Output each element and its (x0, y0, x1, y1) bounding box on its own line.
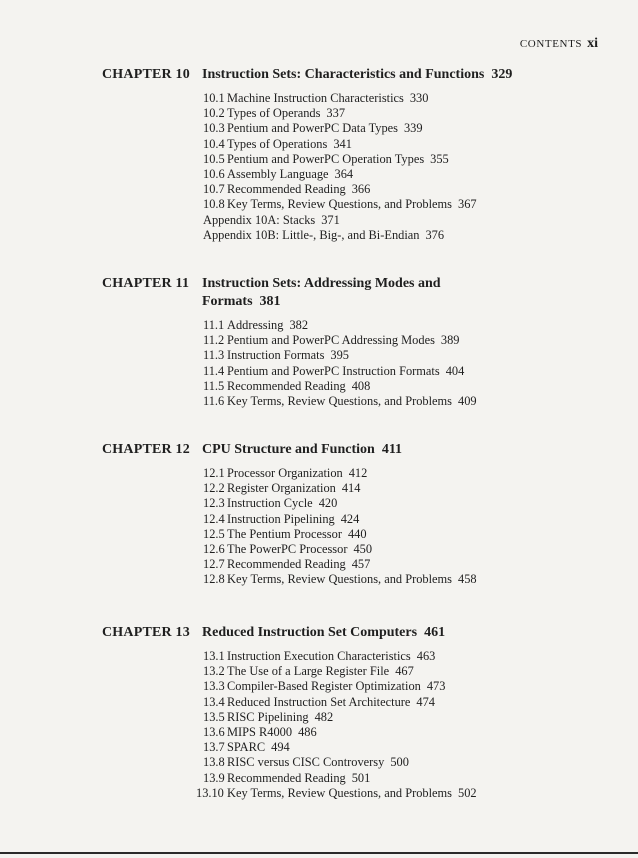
chapter-label: CHAPTER 13 (102, 625, 190, 640)
chapter-page: 411 (381, 442, 403, 457)
chapter-heading (102, 66, 602, 84)
toc-entry: 12.2 Register Organization 414 (203, 481, 361, 496)
toc-entry: 13.7 SPARC 494 (203, 740, 290, 755)
toc-entry: 13.9 Recommended Reading 501 (203, 770, 371, 785)
section-list (203, 91, 602, 243)
appendix-entry: Appendix 10B: Little-, Big-, and Bi-Endian 376 (203, 227, 445, 242)
toc-entry: 11.3 Instruction Formats 395 (203, 348, 349, 363)
toc-entry: 12.4 Instruction Pipelining 424 (203, 511, 360, 526)
toc-entry: 12.7 Recommended Reading 457 (203, 557, 371, 572)
toc-entry: 11.5 Recommended Reading 408 (203, 378, 371, 393)
toc-entry: 13.1 Instruction Execution Characteristics 463 (203, 649, 436, 663)
toc-entry: 10.8 Key Terms, Review Questions, and Problems 367 (203, 197, 477, 212)
toc-entry: 10.4 Types of Operations 341 (203, 136, 352, 151)
toc-entry: 12.5 The Pentium Processor 440 (203, 526, 367, 541)
toc-entry: 11.4 Pentium and PowerPC Instruction Formats 404 (203, 363, 465, 378)
header-label: CONTENTS (519, 38, 583, 50)
toc-entry: 10.5 Pentium and PowerPC Operation Types 355 (203, 151, 449, 166)
chapter-label: CHAPTER 12 (102, 442, 190, 457)
running-header (520, 36, 598, 52)
chapter-page: 329 (491, 67, 513, 82)
toc-entry: 10.2 Types of Operands 337 (203, 106, 346, 121)
toc-entry: 11.1 Addressing 382 (203, 318, 309, 332)
chapter-title: Instruction Sets: Characteristics and Functions 329 (202, 67, 513, 82)
toc-entry: 12.6 The PowerPC Processor 450 (203, 542, 373, 557)
toc-entry: 13.8 RISC versus CISC Controversy 500 (203, 755, 409, 770)
chapter-page: 461 (424, 625, 446, 640)
chapter-label: CHAPTER 11 (102, 276, 190, 291)
toc-entry: 11.6 Key Terms, Review Questions, and Problems 409 (203, 394, 477, 409)
section-list (203, 466, 602, 588)
toc-entry: 13.6 MIPS R4000 486 (203, 725, 317, 740)
toc-entry: 13.5 RISC Pipelining 482 (203, 709, 334, 724)
chapter-title: Instruction Sets: Addressing Modes and Formats 381 (202, 276, 441, 309)
toc-entry: 13.3 Compiler-Based Register Optimization 473 (203, 679, 446, 694)
section-list (203, 318, 602, 409)
toc-entry: 12.3 Instruction Cycle 420 (203, 496, 338, 511)
toc-entry: 12.8 Key Terms, Review Questions, and Problems 458 (203, 572, 477, 587)
chapter-10 (102, 66, 602, 243)
toc-entry: 13.2 The Use of a Large Register File 467 (203, 664, 414, 679)
chapter-12 (102, 441, 602, 588)
toc-entry: 11.2 Pentium and PowerPC Addressing Modes 389 (203, 333, 460, 348)
toc-entry: 13.4 Reduced Instruction Set Architecture 474 (203, 694, 435, 709)
chapter-11 (102, 275, 602, 409)
chapter-heading (102, 441, 602, 459)
toc-entry: 10.3 Pentium and PowerPC Data Types 339 (203, 121, 423, 136)
chapter-heading (102, 624, 602, 642)
chapter-label: CHAPTER 10 (102, 67, 190, 82)
toc-entry: 13.10 Key Terms, Review Questions, and Problems 502 (196, 785, 477, 800)
toc-entry: 12.1 Processor Organization 412 (203, 466, 368, 480)
toc-entry: 10.7 Recommended Reading 366 (203, 182, 371, 197)
chapter-heading (102, 275, 602, 311)
page-bottom-edge (0, 852, 638, 854)
toc-entry: 10.1 Machine Instruction Characteristics 330 (203, 91, 429, 105)
chapter-page: 381 (259, 294, 281, 309)
chapter-title: CPU Structure and Function 411 (202, 442, 403, 457)
header-page-number: xi (587, 36, 598, 51)
toc-entry: 10.6 Assembly Language 364 (203, 167, 354, 182)
chapter-title: Reduced Instruction Set Computers 461 (202, 625, 446, 640)
section-list (196, 649, 602, 801)
chapter-13 (102, 624, 602, 801)
appendix-entry: Appendix 10A: Stacks 371 (203, 212, 340, 227)
